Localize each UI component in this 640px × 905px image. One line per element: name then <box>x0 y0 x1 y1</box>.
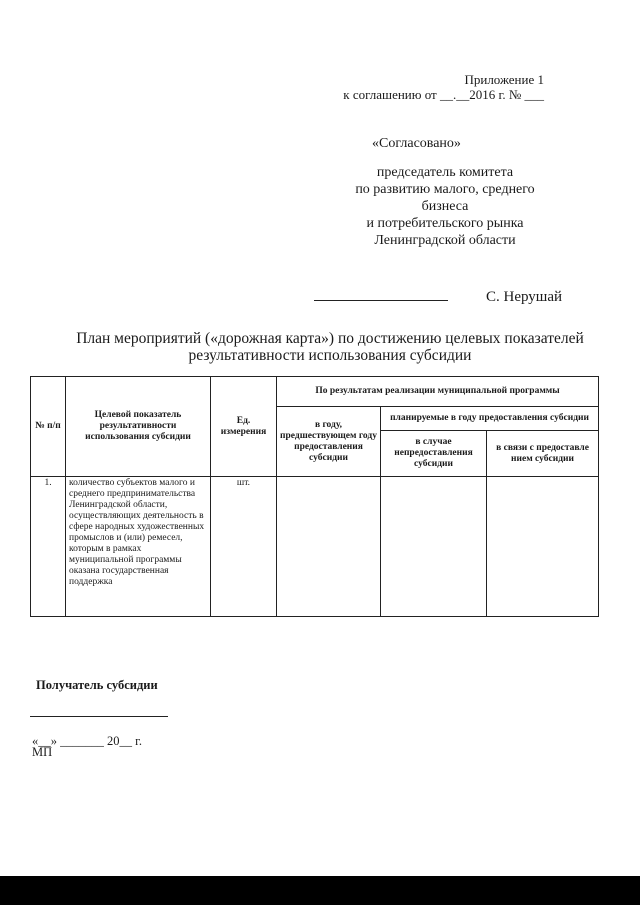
recipient-date: «__» _______ 20__ г. <box>32 734 142 748</box>
approver-line: по развитию малого, среднего <box>355 182 535 197</box>
recipient-signature-line <box>30 716 168 717</box>
header-no-subsidy: в случае непредоставления субсидии <box>381 431 487 477</box>
approver-position <box>330 164 560 249</box>
table-row <box>31 477 599 617</box>
header-num: № п/п <box>31 377 66 477</box>
header-prev-year: в году, предшествующем году предоставления субсидии <box>277 407 381 477</box>
plan-title-line: План мероприятий («дорожная карта») по достижению целевых показателей <box>76 330 584 347</box>
appendix-agreement-ref: к соглашению от __.__2016 г. № ___ <box>343 87 544 102</box>
header-results: По результатам реализации муниципальной программы <box>277 377 599 407</box>
approver-line: бизнеса <box>421 199 469 214</box>
row-no-subsidy <box>381 477 487 617</box>
header-with-subsidy: в связи с предоставле нием субсидии <box>487 431 599 477</box>
roadmap-table <box>30 376 599 617</box>
approver-name: С. Нерушай <box>486 289 563 305</box>
row-indicator: количество субъектов малого и среднего предпринимательства Ленинградской области, осуществляющих деятельность в сфере народных художественных промыслов и (или) ремесел, которым в рамках муниципальной программы оказана государственная поддержка <box>66 477 211 617</box>
row-prev-year <box>277 477 381 617</box>
approver-line: председатель комитета <box>376 165 514 180</box>
row-with-subsidy <box>487 477 599 617</box>
row-num: 1. <box>31 477 66 617</box>
approver-line: Ленинградской области <box>374 233 516 248</box>
header-unit: Ед. измерения <box>211 377 277 477</box>
appendix-header <box>343 72 544 102</box>
plan-title <box>50 330 610 364</box>
plan-title-line: результативности использования субсидии <box>188 347 472 364</box>
approver-line: и потребительского рынка <box>366 216 524 231</box>
recipient-label: Получатель субсидии <box>36 678 158 692</box>
approver-signature-line <box>314 300 448 301</box>
header-planned: планируемые в году предоставления субсидии <box>381 407 599 431</box>
stamp-place: МП <box>32 745 53 759</box>
appendix-title: Приложение 1 <box>464 72 544 87</box>
header-indicator: Целевой показатель результативности использования субсидии <box>66 377 211 477</box>
scan-border <box>0 876 640 905</box>
approval-stamp-label: «Согласовано» <box>372 136 461 151</box>
row-unit: шт. <box>211 477 277 617</box>
